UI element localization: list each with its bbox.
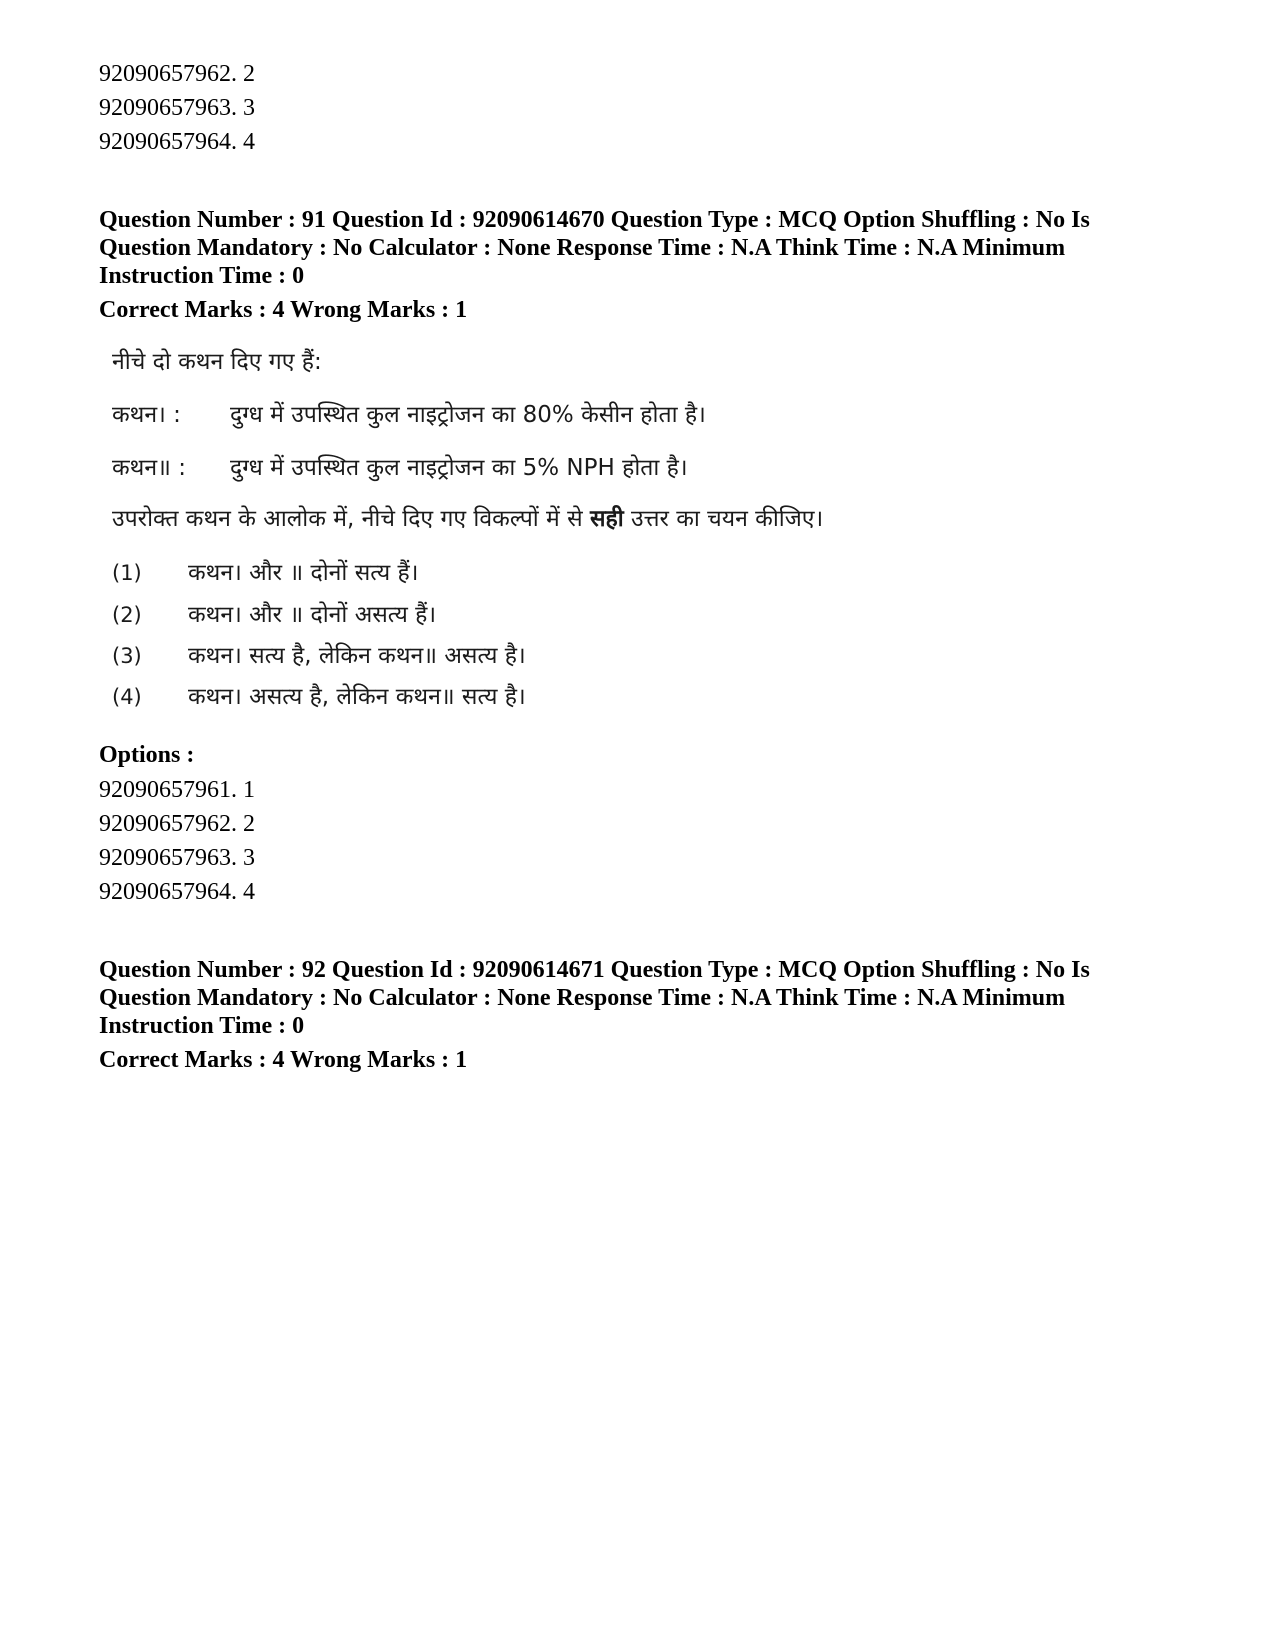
choice-number: (4) (112, 685, 142, 709)
previous-option-2: 92090657962. 2 (99, 61, 255, 87)
statement-2-text: दुग्ध में उपस्थित कुल नाइट्रोजन का 5% NPH होता है। (230, 455, 688, 481)
q91-option-1: 92090657961. 1 (99, 777, 255, 803)
q91-instruction (112, 503, 823, 535)
q91-statement-2 (112, 452, 688, 484)
choice-text: कथन। और ॥ दोनों सत्य हैं। (188, 560, 419, 586)
q92-header-line1: Question Number : 92 Question Id : 92090614671 Question Type : MCQ Option Shuffling : No Is (99, 957, 1090, 983)
q91-choice-3 (112, 640, 526, 672)
q91-choice-1 (112, 557, 419, 589)
choice-text: कथन। असत्य है, लेकिन कथन॥ सत्य है। (188, 684, 526, 710)
q91-marks: Correct Marks : 4 Wrong Marks : 1 (99, 297, 468, 323)
instruction-bold-word: सही (589, 506, 624, 532)
instruction-text-after: उत्तर का चयन कीजिए। (623, 506, 824, 532)
previous-option-3: 92090657963. 3 (99, 95, 255, 121)
q91-statement-1 (112, 399, 706, 431)
statement-1-label: कथन। : (112, 402, 181, 428)
q92-header-line3: Instruction Time : 0 (99, 1013, 305, 1039)
q91-option-4: 92090657964. 4 (99, 879, 255, 905)
choice-number: (2) (112, 603, 142, 627)
q91-header-line2: Question Mandatory : No Calculator : None Response Time : N.A Think Time : N.A Minimum (99, 235, 1066, 261)
q92-header-line2: Question Mandatory : No Calculator : None Response Time : N.A Think Time : N.A Minimum (99, 985, 1066, 1011)
q91-choice-2 (112, 599, 436, 631)
previous-option-4: 92090657964. 4 (99, 129, 255, 155)
statement-2-label: कथन॥ : (112, 455, 186, 481)
choice-text: कथन। सत्य है, लेकिन कथन॥ असत्य है। (188, 643, 526, 669)
q91-header-line1: Question Number : 91 Question Id : 92090614670 Question Type : MCQ Option Shuffling : No Is (99, 207, 1090, 233)
instruction-text-before: उपरोक्त कथन के आलोक में, नीचे दिए गए विकल्पों में से (112, 506, 590, 532)
statement-1-text: दुग्ध में उपस्थित कुल नाइट्रोजन का 80% केसीन होता है। (230, 402, 706, 428)
q91-options-label: Options : (99, 742, 195, 768)
q91-option-3: 92090657963. 3 (99, 845, 255, 871)
choice-number: (3) (112, 644, 142, 668)
choice-text: कथन। और ॥ दोनों असत्य हैं। (188, 602, 437, 628)
choice-number: (1) (112, 561, 142, 585)
q91-option-2: 92090657962. 2 (99, 811, 255, 837)
q91-choice-4 (112, 681, 526, 713)
q91-header-line3: Instruction Time : 0 (99, 263, 305, 289)
q92-marks: Correct Marks : 4 Wrong Marks : 1 (99, 1047, 468, 1073)
q91-intro: नीचे दो कथन दिए गए हैं: (112, 349, 322, 375)
